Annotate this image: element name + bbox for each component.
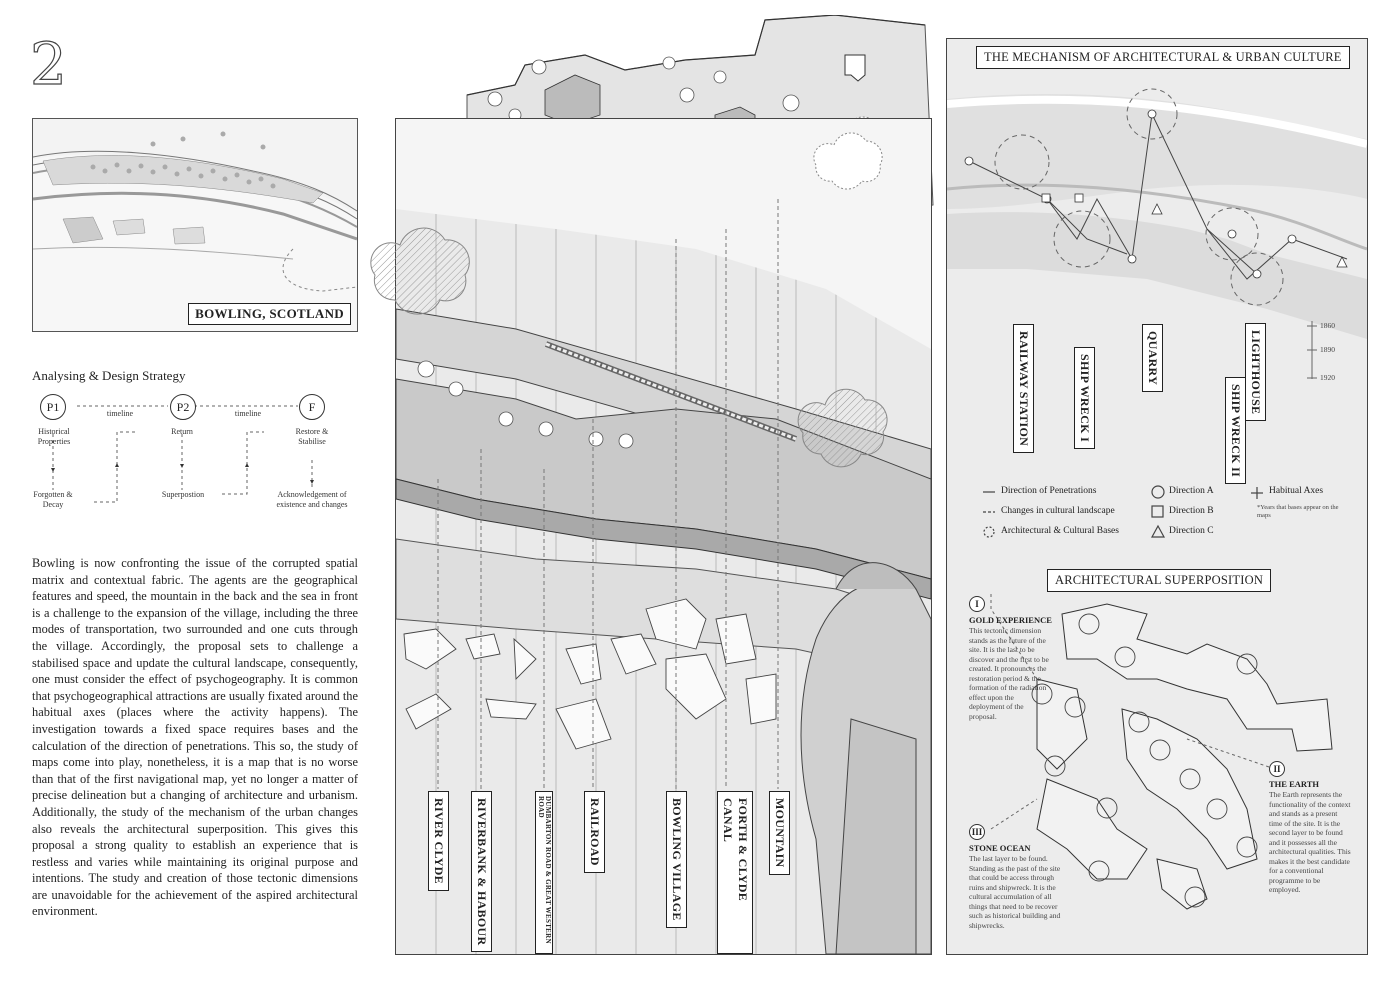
node-p1: P1 <box>40 394 66 420</box>
label-shipwreck-ii: SHIP WRECK II <box>1225 377 1246 484</box>
legend-penetrations: Direction of Penetrations <box>1001 486 1097 496</box>
mechanism-panel <box>946 38 1368 955</box>
section-iii-text: The last layer to be found. Standing as the past of the site that could be access through ruins and shipwreck. It is the cultural accumulation of all things that need to be recover such as historical building and shipwrecks. <box>969 854 1061 930</box>
p1-outcome: Forgotten & Decay <box>33 490 73 509</box>
section-iii-title: STONE OCEAN <box>969 843 1031 853</box>
legend-changes: Changes in cultural landscape <box>1001 506 1115 516</box>
strategy-flow <box>32 392 362 524</box>
legend-bases: Architectural & Cultural Bases <box>1001 526 1119 536</box>
timeline-label-1: timeline <box>106 409 134 418</box>
section-ii-text: The Earth represents the functionality of the context and stands as a present time of the site. It is the second layer to be found and it possesses all the architectural qualities. This makes it the best candidate for a conventional programme to be employed. <box>1269 790 1351 894</box>
node-p2: P2 <box>170 394 196 420</box>
section-ii-number: II <box>1269 761 1285 777</box>
p2-outcome: Superpostion <box>161 490 205 499</box>
legend-direction-b: Direction B <box>1169 506 1214 516</box>
label-lighthouse: LIGHTHOUSE <box>1245 323 1266 421</box>
layer-road: DUMBARTON ROAD & GREAT WESTERN ROAD <box>535 791 553 954</box>
hatched-cloud-right <box>795 388 895 478</box>
layer-riverbank: RIVERBANK & HABOUR <box>471 791 492 952</box>
map-title: BOWLING, SCOTLAND <box>188 303 351 325</box>
legend-direction-a: Direction A <box>1169 486 1214 496</box>
page-number: 2 <box>30 30 67 98</box>
section-i-number: I <box>969 596 985 612</box>
label-railway-station: RAILWAY STATION <box>1013 324 1034 453</box>
layer-river-clyde: RIVER CLYDE <box>428 791 449 891</box>
site-map <box>32 118 358 332</box>
hatched-cloud-top <box>810 130 895 190</box>
node-f: F <box>299 394 325 420</box>
label-quarry: QUARRY <box>1142 324 1163 392</box>
strategy-heading: Analysing & Design Strategy <box>32 368 186 383</box>
section-i-text: This tectonic dimension stands as the future of the site. It is the last to be discover and the first to be created. It pronounces the restoration period & the formation of the radiation effect upon the deployment of the proposal. <box>969 626 1049 721</box>
hatched-cloud-left <box>365 225 475 315</box>
year-1920: 1920 <box>1320 373 1335 382</box>
superposition-title: ARCHITECTURAL SUPERPOSITION <box>1047 569 1271 592</box>
section-iii-number: III <box>969 824 985 840</box>
layer-canal: FORTH & CLYDE CANAL <box>717 791 753 954</box>
section-i-title: GOLD EXPERIENCE <box>969 615 1052 625</box>
timeline-label-2: timeline <box>234 409 262 418</box>
year-1860: 1860 <box>1320 321 1335 330</box>
section-ii-title: THE EARTH <box>1269 779 1320 789</box>
body-text: Bowling is now confronting the issue of the corrupted spatial matrix and contextual fabric. The agents are the geographical features and speed, the mountain in the back and the sea in front is a challenge to the expansion of the village, including the three modes of transportation, two surrounded and one cuts through the village. Accordingly, the proposal sets to challenge a stabilised space and update the cultural landscape, consequently, one must consider the effect of psychogeography. It is common that psychogeographical attractions are usually fixated around the habitual axes (places where the activity happens). The investigation towards a fixed space requires bases and the calculation of the direction of penetrations. This so, the study of maps come into play, nonetheless, it is a map that is no worse than that of the first navigational map, yet no longer a matter of precise delineation but a changing of architecture and urbanism. Additionally, the study of the mechanism of the urban changes also reveals the architectural superposition. This gives this proposal a strong quality to establish an experience that is restless and varies while maintaining its original purpose and intentions. The study and creation of those tectonic dimensions are unavoidable for the achievement of the aspired architectural environment. <box>32 556 358 919</box>
layer-mountain: MOUNTAIN <box>769 791 790 875</box>
p1-label: Historical Properties <box>37 427 71 446</box>
layers-panel <box>395 118 932 955</box>
layer-village: BOWLING VILLAGE <box>666 791 687 928</box>
legend-note: *Years that bases appear on the maps <box>1257 504 1339 519</box>
f-outcome: Acknowledgement of existence and changes <box>276 490 348 509</box>
f-label: Restore & Stabilise <box>295 427 329 446</box>
legend-direction-c: Direction C <box>1169 526 1214 536</box>
year-1890: 1890 <box>1320 345 1335 354</box>
layer-railroad: RAILROAD <box>584 791 605 873</box>
site-map-drawing <box>33 119 357 331</box>
mechanism-title: THE MECHANISM OF ARCHITECTURAL & URBAN CULTURE <box>976 46 1350 69</box>
legend-habitual-axes: Habitual Axes <box>1269 486 1324 496</box>
label-shipwreck-i: SHIP WRECK I <box>1074 347 1095 449</box>
p2-label: Return <box>171 427 193 436</box>
